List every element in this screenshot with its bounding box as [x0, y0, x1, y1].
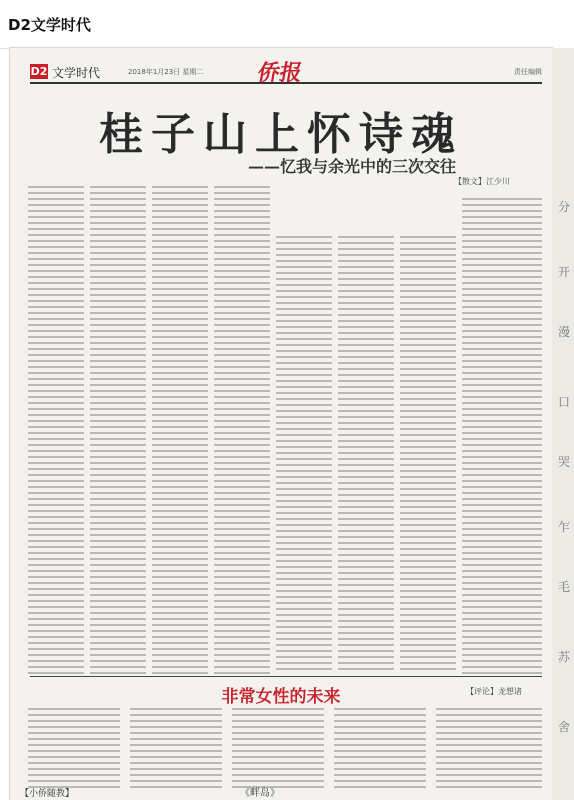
edge-fragment: 舍	[558, 720, 571, 734]
edge-fragment: 毛	[558, 580, 571, 594]
article-byline: 【散文】江少川	[454, 177, 510, 186]
text-column	[436, 708, 542, 788]
app-title: D2文学时代	[8, 16, 91, 34]
footer-center-label: 《畔岛》	[240, 788, 280, 799]
page-header	[30, 62, 542, 84]
edge-fragment: 哭	[558, 455, 571, 469]
text-column	[28, 186, 84, 674]
newspaper-masthead: 侨报	[255, 60, 305, 86]
section-number-badge: D2	[30, 65, 48, 78]
top-bar	[0, 0, 574, 49]
issue-date: 2018年1月23日 星期二	[128, 68, 204, 76]
edge-fragment: 口	[558, 395, 571, 409]
edge-fragment: 分	[558, 200, 571, 214]
text-column	[276, 236, 332, 674]
section-divider	[30, 676, 542, 677]
article-subtitle: ——忆我与余光中的三次交往	[248, 157, 457, 176]
adjacent-page-edge	[552, 48, 574, 800]
text-column	[152, 186, 208, 674]
text-column	[232, 708, 324, 788]
second-article-headline: 非常女性的未来	[221, 687, 341, 707]
footer-left-label: 【小侨随教】	[20, 789, 75, 799]
article-headline: 桂子山上怀诗魂	[99, 109, 463, 160]
newspaper-page-image[interactable]	[10, 48, 552, 800]
text-column	[462, 198, 542, 674]
edge-fragment: 乍	[558, 520, 571, 534]
text-column	[130, 708, 222, 788]
edge-fragment: 开	[558, 265, 571, 279]
text-column	[338, 236, 394, 674]
editor-note: 责任编辑	[514, 68, 542, 76]
text-column	[90, 186, 146, 674]
text-column	[214, 186, 270, 674]
edge-fragment: 苏	[558, 650, 571, 664]
text-column	[28, 708, 120, 788]
edge-fragment: 漫	[558, 325, 571, 339]
text-column	[334, 708, 426, 788]
second-article-byline: 【评论】龙想诸	[466, 687, 522, 696]
section-name: 文学时代	[52, 66, 101, 80]
text-column	[400, 236, 456, 674]
